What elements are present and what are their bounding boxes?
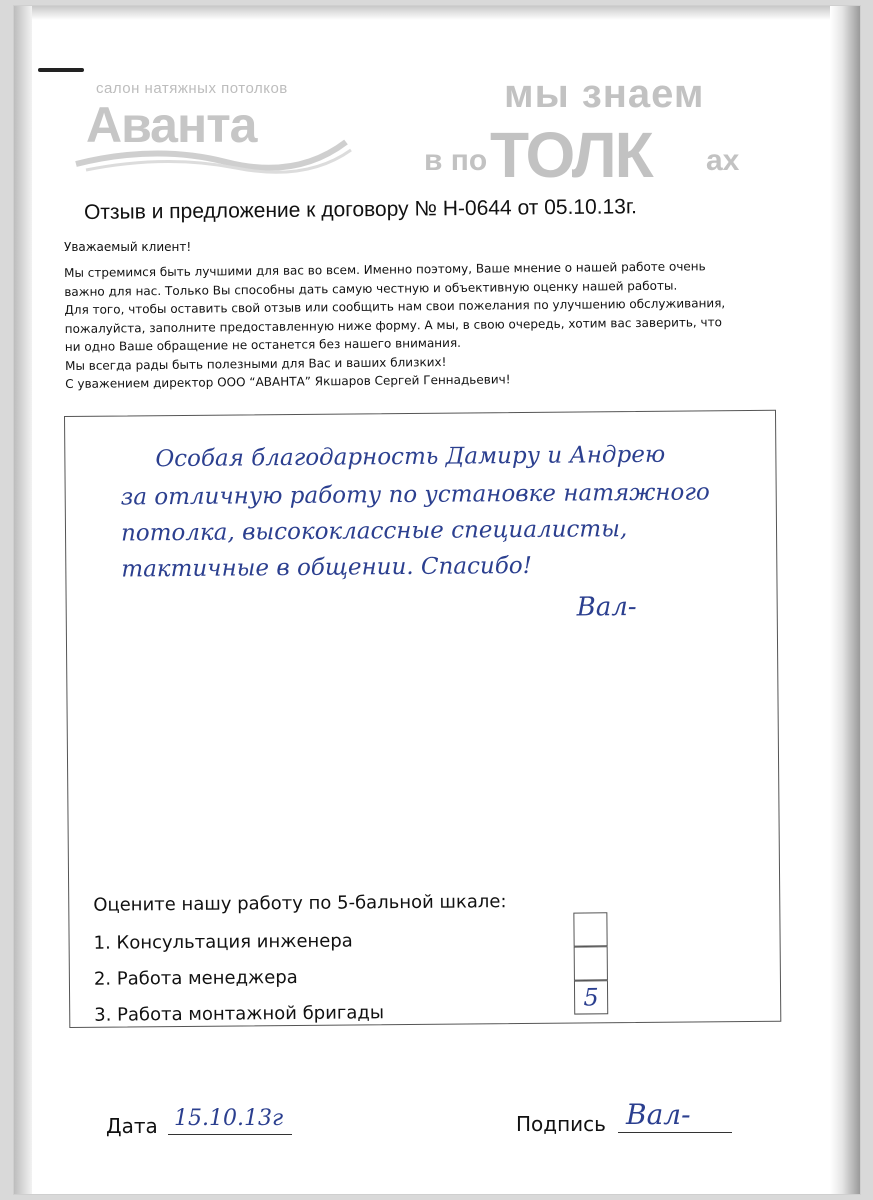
form-title: Отзыв и предложение к договору № Н-0644 от 05.10.13г. (83, 195, 637, 224)
date-value: 15.10.13г (174, 1106, 284, 1131)
signature-value: Вал- (626, 1098, 691, 1131)
handwritten-signature: Вал- (576, 592, 637, 623)
intro-line: С уважением директор ООО “АВАНТА” Якшаров Сергей Геннадьевич! (65, 372, 511, 391)
intro-paragraph (64, 257, 775, 394)
rating-item-engineer: 1. Консультация инженера (93, 930, 353, 954)
date-label: Дата (106, 1114, 158, 1138)
handwritten-line: Особая благодарность Дамиру и Андрею (155, 441, 666, 473)
intro-line: Для того, чтобы оставить свой отзыв или сообщить нам свои пожелания по улучшению обслуживания, (64, 296, 726, 317)
paper-edge-top (14, 6, 860, 20)
rating-item-installers: 3. Работа монтажной бригады (94, 1002, 385, 1026)
rating-heading: Оцените нашу работу по 5-бальной шкале: (93, 891, 507, 916)
intro-line: ни одно Ваше обращение не останется без нашего внимания. (64, 335, 462, 354)
logo-brand: Аванта (86, 97, 257, 153)
intro-line: Мы стремимся быть лучшими для вас во всем. Именно поэтому, Ваше мнение о нашей работе очень (64, 259, 706, 280)
intro-line: пожалуйста, заполните предоставленную ниже форму. А мы, в свою очередь, хотим вас заверить, что (64, 314, 723, 336)
intro-line: Мы всегда рады быть полезными для Вас и ваших близких! (64, 354, 447, 373)
slogan-top: мы знаем (504, 72, 705, 116)
logo-tagline: салон натяжных потолков (96, 80, 288, 97)
date-underline (168, 1134, 292, 1135)
signature-label: Подпись (516, 1112, 606, 1136)
company-logo (66, 76, 356, 176)
pen-mark (38, 68, 84, 72)
signature-underline (618, 1132, 732, 1133)
slogan-suffix: ах (706, 144, 740, 177)
logo-swoosh-icon (66, 134, 356, 174)
slogan-prefix: в по (424, 144, 488, 177)
greeting: Уважаемый клиент! (64, 240, 192, 254)
score-value: 5 (583, 983, 599, 1012)
rating-item-manager: 2. Работа менеджера (93, 966, 298, 990)
score-box-manager (574, 946, 608, 980)
paper-edge-left (14, 6, 32, 1194)
handwritten-line: тактичные в общении. Спасибо! (121, 552, 533, 583)
form-footer (106, 1098, 766, 1146)
slogan-watermark (424, 72, 764, 191)
feedback-box (64, 410, 781, 1028)
score-box-installers (574, 980, 608, 1014)
slogan-big: ТОЛК (490, 119, 652, 191)
intro-line: важно для нас. Только Вы способны дать самую честную и объективную оценку нашей работы. (64, 278, 678, 299)
handwritten-line: за отличную работу по установке натяжного (120, 479, 710, 511)
score-box-engineer (573, 912, 607, 946)
paper-edge-right (830, 6, 860, 1194)
document-sheet (14, 6, 860, 1194)
handwritten-line: потолка, высококлассные специалисты, (120, 516, 628, 547)
